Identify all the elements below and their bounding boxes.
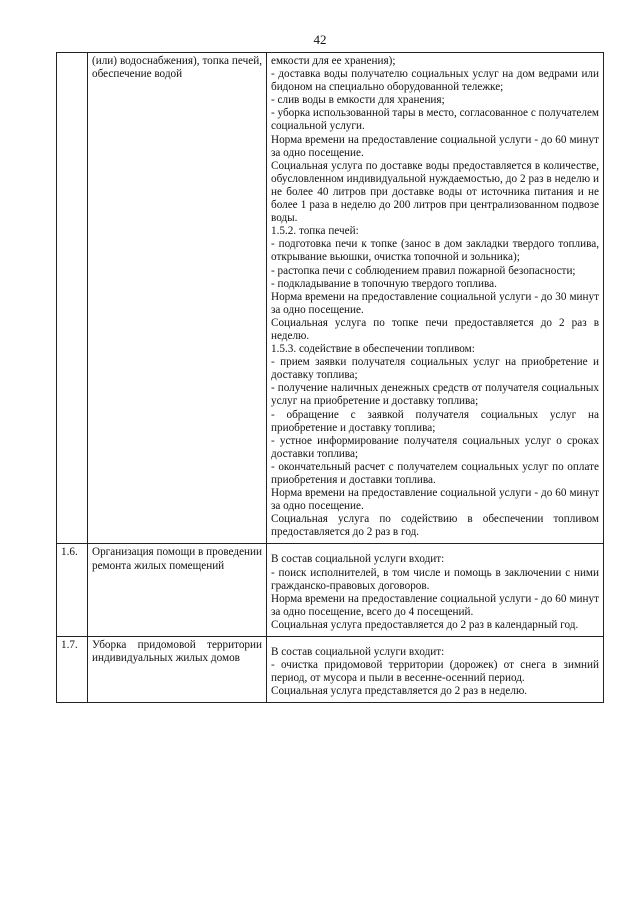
description-line: Норма времени на предоставление социальной услуги - до 60 минут за одно посещение. (271, 133, 599, 159)
description-line: В состав социальной услуги входит: (271, 646, 445, 659)
service-description (267, 53, 604, 544)
description-line: - прием заявки получателя социальных услуг на приобретение и доставку топлива; (271, 356, 599, 382)
row-number: 1.6. (57, 544, 88, 637)
service-name: (или) водоснабжения), топка печей, обеспечение водой (88, 53, 267, 544)
description-line: - слив воды в емкости для хранения; (271, 94, 445, 107)
service-name: Организация помощи в проведении ремонта жилых помещений (88, 544, 267, 637)
service-name: Уборка придомовой территории индивидуальных жилых домов (88, 637, 267, 703)
description-line: - обращение с заявкой получателя социальных услуг на приобретение и доставку топлива; (271, 408, 599, 434)
description-line: - доставка воды получателю социальных услуг на дом ведрами или бидоном на специально оборудованной тележке; (271, 68, 599, 94)
description-line: - очистка придомовой территории (дорожек) от снега в зимний период, от мусора и пыли в весенне-осенний период. (271, 659, 599, 685)
page-number: 42 (313, 32, 327, 47)
description-line: - подкладывание в топочную твердого топлива. (271, 277, 497, 290)
description-line: Социальная услуга по содействию в обеспечении топливом предоставляется до 2 раз в год. (271, 513, 599, 539)
description-line: - растопка печи с соблюдением правил пожарной безопасности; (271, 264, 576, 277)
description-line: Норма времени на предоставление социальной услуги - до 60 минут за одно посещение. (271, 487, 599, 513)
description-line: 1.5.3. содействие в обеспечении топливом: (271, 343, 475, 356)
description-line: Социальная услуга по топке печи предоставляется до 2 раз в неделю. (271, 316, 599, 342)
service-description (267, 637, 604, 703)
description-line: В состав социальной услуги входит: (271, 553, 445, 566)
description-line: - уборка использованной тары в место, согласованное с получателем социальной услуги. (271, 107, 599, 133)
description-line: - окончательный расчет с получателем социальных услуг по оплате приобретения и доставки топлива. (271, 460, 599, 486)
description-line: Социальная услуга по доставке воды предоставляется в количестве, обусловленном индивидуальной нуждаемостью, до 2 раз в неделю и не более 40 литров при доставке воды от источника питания и не более 1 раза в неделю до 200 литров при централизованном подвозе воды. (271, 159, 599, 225)
table-row (57, 53, 604, 544)
table-row (57, 544, 604, 637)
description-line: - устное информирование получателя социальных услуг о сроках доставки топлива; (271, 434, 599, 460)
description-line: - поиск исполнителей, в том числе и помощь в заключении с ними гражданско-правовых договоров. (271, 566, 599, 592)
description-line: емкости для ее хранения); (271, 55, 396, 67)
row-number (57, 53, 88, 544)
description-line: - получение наличных денежных средств от получателя социальных услуг на приобретение и доставку топлива; (271, 382, 599, 408)
description-line: Социальная услуга предоставляется до 2 раз в календарный год. (271, 618, 579, 631)
description-line: 1.5.2. топка печей: (271, 225, 359, 238)
description-line: - подготовка печи к топке (занос в дом закладки твердого топлива, открывание вьюшки, очистка топочной и зольника); (271, 238, 599, 264)
description-line: Норма времени на предоставление социальной услуги - до 30 минут за одно посещение. (271, 290, 599, 316)
services-table (56, 52, 604, 703)
description-line: Норма времени на предоставление социальной услуги - до 60 минут за одно посещение, всего до 4 посещений. (271, 592, 599, 618)
row-number: 1.7. (57, 637, 88, 703)
description-line: Социальная услуга представляется до 2 раз в неделю. (271, 685, 528, 698)
table-row (57, 637, 604, 703)
service-description (267, 544, 604, 637)
